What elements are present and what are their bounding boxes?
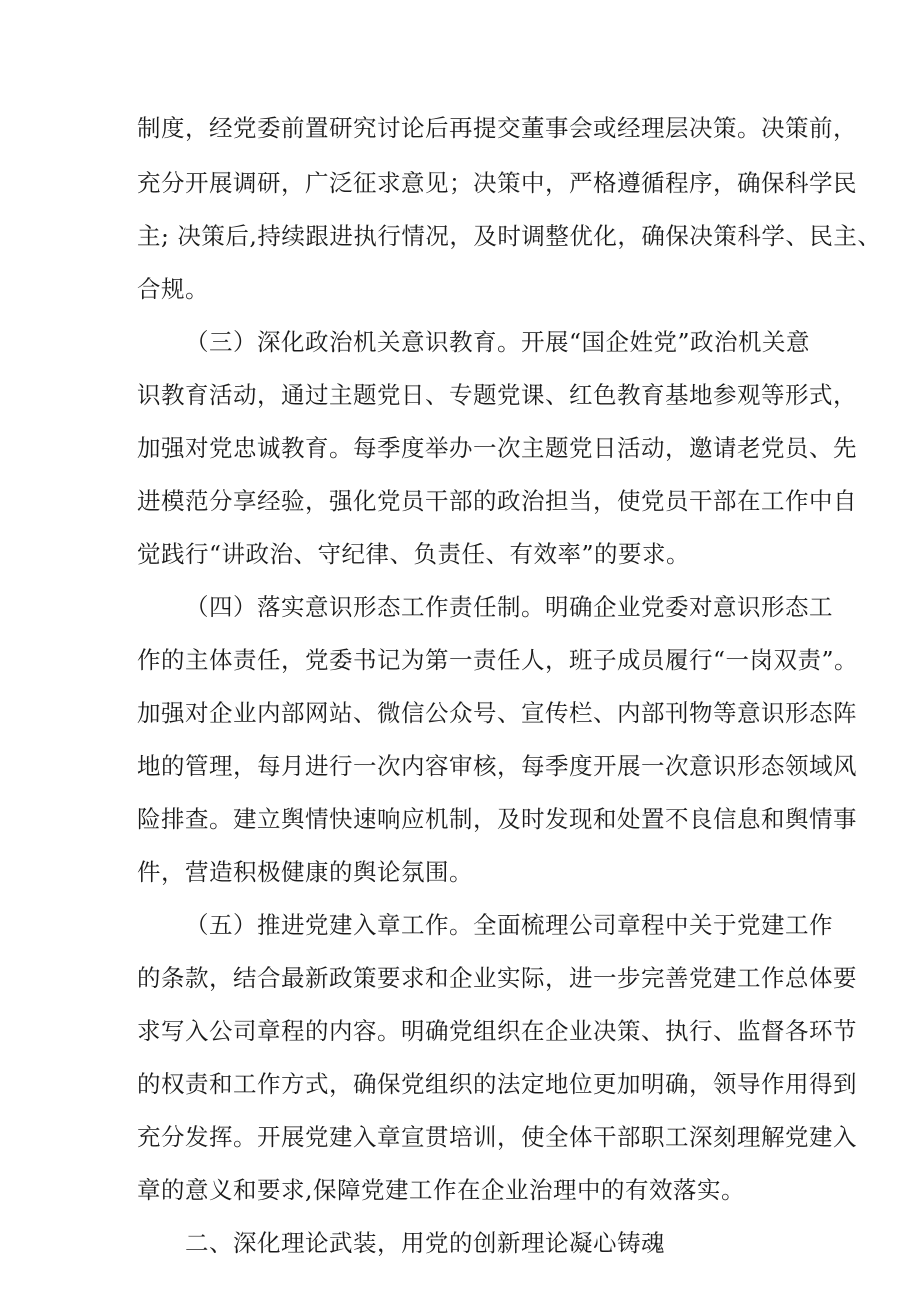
paragraph-first-line: （五）推进党建入章工作。全面梳理公司章程中关于党建工作	[185, 911, 833, 939]
text-line: 充分发挥。开展党建入章宣贯培训，使全体干部职工深刻理解党建入	[137, 1123, 857, 1151]
text-line: 地的管理，每月进行一次内容审核，每季度开展一次意识形态领域风	[137, 752, 857, 780]
text-line: 合规。	[137, 275, 209, 303]
text-line: 加强对企业内部网站、微信公众号、宣传栏、内部刊物等意识形态阵	[137, 699, 857, 727]
text-line: 件，营造积极健康的舆论氛围。	[137, 858, 473, 886]
text-line: 制度，经党委前置研究讨论后再提交董事会或经理层决策。决策前，	[137, 114, 857, 142]
text-line: 的条款，结合最新政策要求和企业实际，进一步完善党建工作总体要	[137, 964, 857, 992]
text-line: 章的意义和要求,保障党建工作在企业治理中的有效落实。	[137, 1176, 745, 1204]
text-line: 进模范分享经验，强化党员干部的政治担当，使党员干部在工作中自	[137, 487, 857, 515]
text-line: 险排查。建立舆情快速响应机制，及时发现和处置不良信息和舆情事	[137, 805, 857, 833]
text-line: 求写入公司章程的内容。明确党组织在企业决策、执行、监督各环节	[137, 1017, 857, 1045]
paragraph-first-line: （四）落实意识形态工作责任制。明确企业党委对意识形态工	[185, 593, 833, 621]
text-line: 作的主体责任，党委书记为第一责任人，班子成员履行“一岗双责”。	[137, 646, 859, 674]
paragraph-first-line: （三）深化政治机关意识教育。开展“国企姓党”政治机关意	[185, 328, 811, 356]
section-heading-text: 二、深化理论武装，用党的创新理论凝心铸魂	[185, 1229, 665, 1257]
text-line: 的权责和工作方式，确保党组织的法定地位更加明确，领导作用得到	[137, 1070, 857, 1098]
text-line: 充分开展调研，广泛征求意见；决策中，严格遵循程序，确保科学民	[137, 169, 857, 197]
text-line: 识教育活动，通过主题党日、专题党课、红色教育基地参观等形式，	[137, 381, 857, 409]
text-line: 加强对党忠诚教育。每季度举办一次主题党日活动，邀请老党员、先	[137, 434, 857, 462]
text-line: 觉践行“讲政治、守纪律、负责任、有效率”的要求。	[137, 540, 691, 568]
text-line: 主; 决策后,持续跟进执行情况，及时调整优化，确保决策科学、民主、	[137, 222, 882, 250]
